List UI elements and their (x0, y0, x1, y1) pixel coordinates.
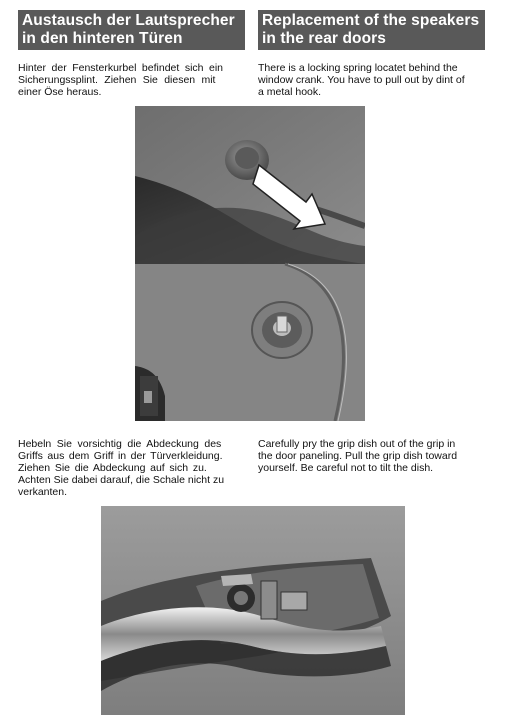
section-title-german (18, 10, 245, 50)
text-line: yourself. Be careful not to tilt the dish. (258, 462, 434, 474)
text-line: Griffs aus dem Griff in der Türverkleidung. (18, 450, 223, 462)
text-line: einer Öse heraus. (18, 86, 102, 98)
text-line: Ziehen Sie die Abdeckung auf sich zu. (18, 462, 207, 474)
text-line: a metal hook. (258, 86, 322, 98)
section-title-english (258, 10, 485, 50)
title-line: Replacement of the speakers (262, 12, 480, 29)
text-line: Hinter der Fensterkurbel befindet sich ein (18, 62, 224, 74)
text-line: There is a locking spring locatet behind the (258, 62, 458, 74)
text-line: Sicherungssplint. Ziehen Sie diesen mit (18, 74, 216, 86)
instruction-paragraph-english-2 (258, 438, 490, 474)
text-line: Achten Sie dabei darauf, die Schale nicht zu (18, 474, 225, 486)
text-line: Carefully pry the grip dish out of the grip in (258, 438, 456, 450)
instruction-paragraph-english-1 (258, 62, 490, 98)
text-line: window crank. You have to pull out by dint of (258, 74, 465, 86)
window-crank-photo (135, 106, 365, 421)
text-line: Hebeln Sie vorsichtig die Abdeckung des (18, 438, 222, 450)
instruction-paragraph-german-2 (18, 438, 250, 498)
text-line: the door paneling. Pull the grip dish toward (258, 450, 458, 462)
title-line: in den hinteren Türen (22, 30, 183, 47)
text-line: verkanten. (18, 486, 68, 498)
title-line: in the rear doors (262, 30, 387, 47)
door-grip-photo (101, 506, 405, 715)
title-line: Austausch der Lautsprecher (22, 12, 235, 29)
instruction-paragraph-german-1 (18, 62, 248, 98)
